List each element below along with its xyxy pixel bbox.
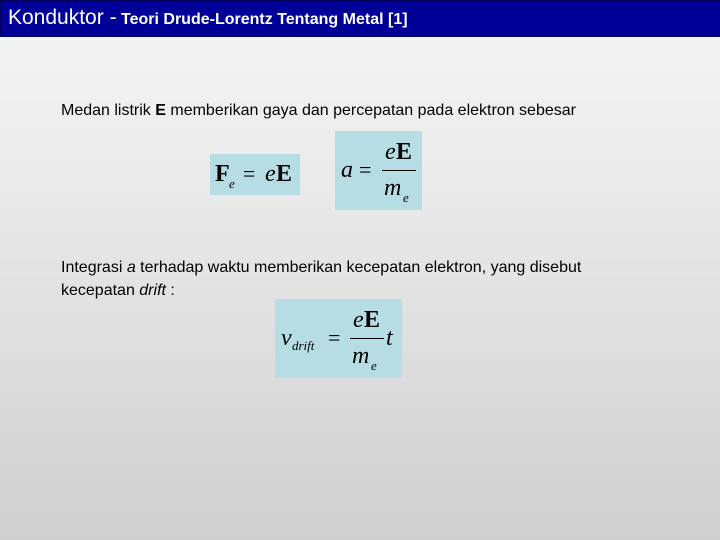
force-equals: = <box>243 161 256 186</box>
accel-equals: = <box>359 157 372 182</box>
force-charge: e <box>265 161 276 187</box>
velocity-denominator-mass: m <box>352 343 370 369</box>
force-symbol: F <box>215 161 230 187</box>
accel-fraction-bar <box>382 170 416 171</box>
paragraph2-line1 <box>61 256 581 279</box>
force-subscript: e <box>229 176 235 191</box>
velocity-time: t <box>386 325 393 351</box>
paragraph2-line1-before: Integrasi <box>61 259 127 276</box>
title-subtitle: Teori Drude-Lorentz Tentang Metal [1] <box>121 11 408 28</box>
accel-numerator-charge: e <box>385 139 396 165</box>
paragraph-electric-field <box>61 99 576 122</box>
accel-numerator-field: E <box>396 139 413 165</box>
page-title <box>8 7 408 31</box>
title-main: Konduktor - <box>8 6 117 29</box>
title-bar <box>0 0 720 37</box>
formula-force <box>210 154 300 195</box>
accel-denominator-mass: m <box>384 175 402 201</box>
velocity-equals: = <box>328 325 341 350</box>
formula-velocity <box>275 299 402 378</box>
paragraph2-line1-after: terhadap waktu memberikan kecepatan elektron, yang disebut <box>135 259 582 276</box>
paragraph1-text-before: Medan listrik <box>61 102 156 119</box>
velocity-fraction-bar <box>350 338 384 339</box>
velocity-numerator-field: E <box>364 307 381 333</box>
formula-acceleration <box>335 131 422 210</box>
paragraph2-italic-drift: drift <box>139 282 166 299</box>
velocity-subscript: drift <box>292 338 315 353</box>
velocity-numerator-charge: e <box>353 307 364 333</box>
paragraph1-text-after: memberikan gaya dan percepatan pada elektron sebesar <box>165 102 576 119</box>
accel-denominator-subscript: e <box>403 190 409 205</box>
velocity-symbol: v <box>281 325 292 351</box>
paragraph2-line2-before: kecepatan <box>61 282 140 299</box>
force-field: E <box>276 161 293 187</box>
accel-symbol: a <box>341 157 353 183</box>
paragraph1-bold-E: E <box>155 102 166 119</box>
paragraph-integration <box>61 256 581 302</box>
velocity-denominator-subscript: e <box>371 358 377 373</box>
paragraph2-line2-after: : <box>165 282 175 299</box>
paragraph2-italic-a: a <box>126 259 136 276</box>
